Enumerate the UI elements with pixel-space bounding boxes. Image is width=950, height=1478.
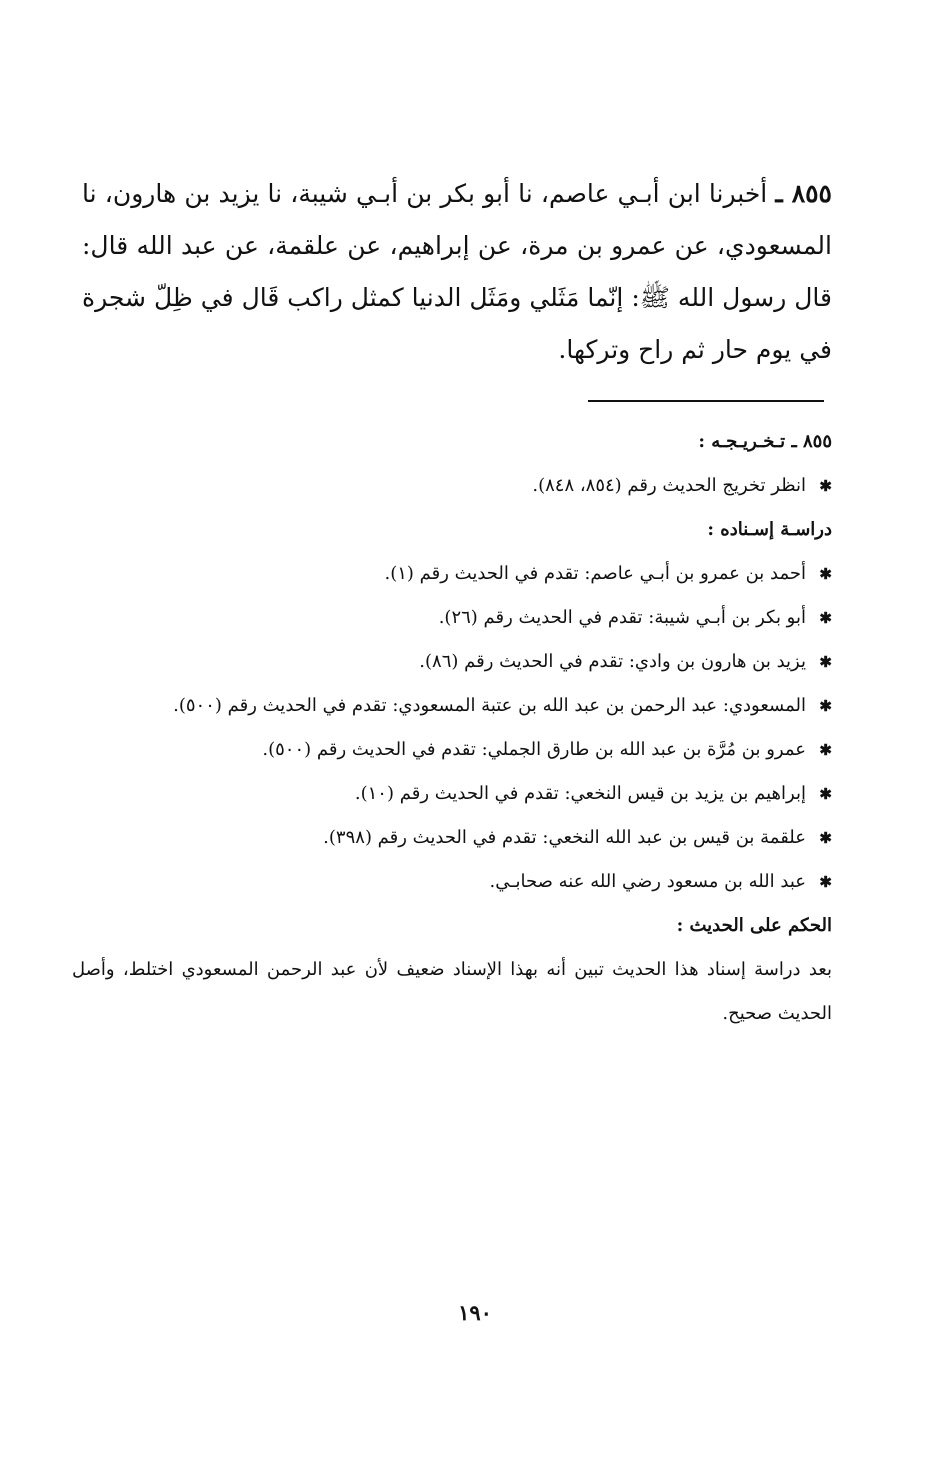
page-number: ١٩٠ bbox=[458, 1300, 492, 1325]
narrator-text: علقمة بن قيس بن عبد الله النخعي: تقدم في الحديث رقم (٣٩٨). bbox=[323, 827, 806, 848]
asterisk-icon: ✱ bbox=[819, 873, 832, 891]
hukm-heading: الحكم على الحديث : bbox=[676, 915, 832, 936]
hadith-number: ٨٥٥ ـ bbox=[775, 179, 832, 208]
list-item bbox=[72, 640, 832, 684]
list-item bbox=[72, 464, 832, 508]
takhrij-list bbox=[72, 464, 832, 508]
asterisk-icon: ✱ bbox=[819, 741, 832, 759]
asterisk-icon: ✱ bbox=[819, 565, 832, 583]
list-item bbox=[72, 728, 832, 772]
narrator-text: أبو بكر بن أبـي شيبة: تقدم في الحديث رقم (٢٦). bbox=[438, 607, 806, 628]
footnotes-block bbox=[72, 420, 832, 1036]
list-item bbox=[72, 684, 832, 728]
asterisk-icon: ✱ bbox=[819, 785, 832, 803]
narrator-text: أحمد بن عمرو بن أبـي عاصم: تقدم في الحديث رقم (١). bbox=[384, 563, 806, 584]
list-item bbox=[72, 596, 832, 640]
narrator-text: إبراهيم بن يزيد بن قيس النخعي: تقدم في الحديث رقم (١٠). bbox=[354, 783, 806, 804]
list-item bbox=[72, 552, 832, 596]
narrator-text: عبد الله بن مسعود رضي الله عنه صحابـي. bbox=[489, 871, 806, 892]
isnad-list bbox=[72, 552, 832, 904]
takhrij-item-text: انظر تخريج الحديث رقم (٨٥٤، ٨٤٨). bbox=[532, 475, 806, 496]
list-item bbox=[72, 772, 832, 816]
list-item bbox=[72, 860, 832, 904]
asterisk-icon: ✱ bbox=[819, 829, 832, 847]
takhrij-heading: ٨٥٥ ـ تـخـريـجـه : bbox=[698, 431, 832, 452]
asterisk-icon: ✱ bbox=[819, 609, 832, 627]
hukm-text: بعد دراسة إسناد هذا الحديث تبين أنه بهذا الإسناد ضعيف لأن عبد الرحمن المسعودي اختلط، وأصل الحديث صحيح. bbox=[72, 959, 832, 1024]
asterisk-icon: ✱ bbox=[819, 697, 832, 715]
isnad-heading: دراسـة إسـناده : bbox=[707, 519, 832, 540]
narrator-text: عمرو بن مُرَّة بن عبد الله بن طارق الجملي: تقدم في الحديث رقم (٥٠٠). bbox=[262, 739, 806, 760]
list-item bbox=[72, 816, 832, 860]
asterisk-icon: ✱ bbox=[819, 653, 832, 671]
footnote-divider bbox=[588, 400, 824, 402]
hadith-text-block bbox=[82, 168, 832, 376]
narrator-text: المسعودي: عبد الرحمن بن عبد الله بن عتبة المسعودي: تقدم في الحديث رقم (٥٠٠). bbox=[173, 695, 806, 716]
narrator-text: يزيد بن هارون بن وادي: تقدم في الحديث رقم (٨٦). bbox=[419, 651, 806, 672]
asterisk-icon: ✱ bbox=[819, 477, 832, 495]
hadith-text: أخبرنا ابن أبـي عاصم، نا أبو بكر بن أبـي شيبة، نا يزيد بن هارون، نا المسعودي، عن عمرو بن مرة، عن إبراهيم، عن علقمة، عن عبد الله قال: قال رسول الله ﷺ: إنّما مَثَلي ومَثَل الدنيا كمثل راكب قَال في ظِلّ شجرة في يوم حار ثم راح وتركها. bbox=[82, 179, 832, 364]
